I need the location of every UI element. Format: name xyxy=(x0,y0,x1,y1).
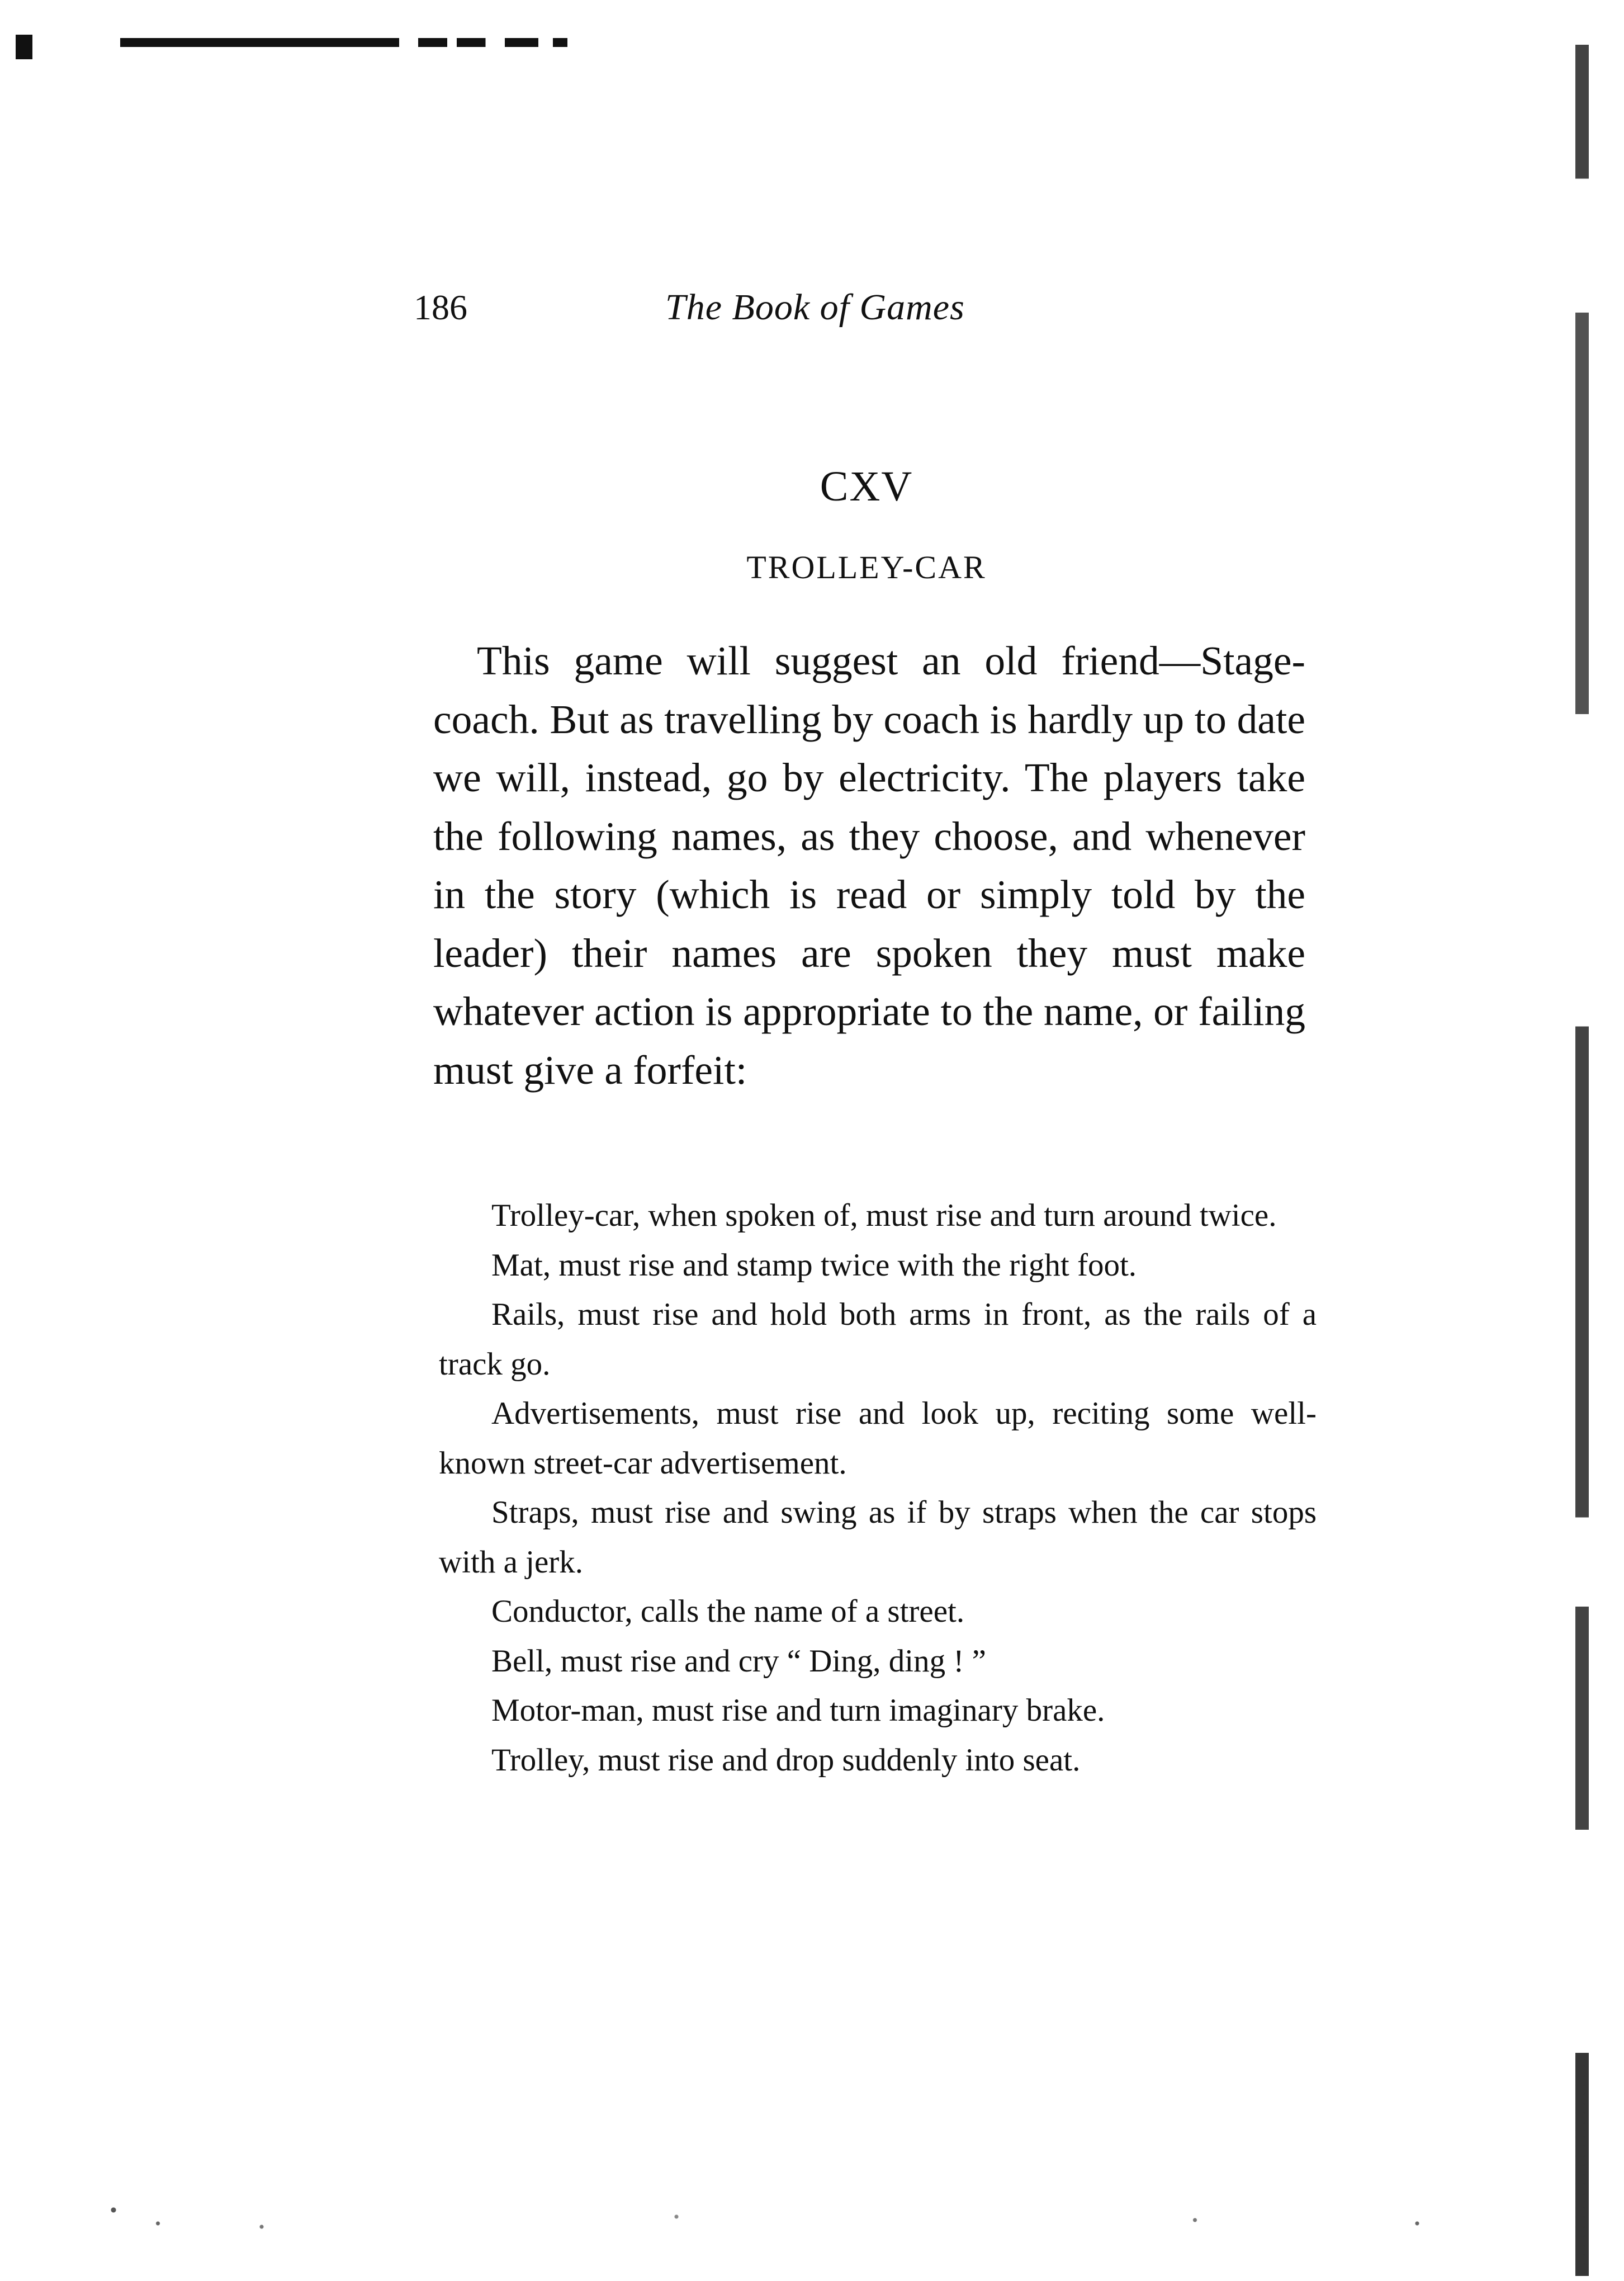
scan-artifact xyxy=(84,2170,1565,2237)
rule-item: Rails, must rise and hold both arms in front, as the rails of a track go. xyxy=(439,1297,1317,1382)
chapter-numeral: CXV xyxy=(820,463,913,510)
page-number: 186 xyxy=(414,287,467,327)
rule-item: Bell, must rise and cry “ Ding, ding ! ” xyxy=(491,1643,986,1679)
rule-item: Motor-man, must rise and turn imaginary brake. xyxy=(491,1693,1105,1728)
rule-item: Advertisements, must rise and look up, reciting some well-known street-car advertisement. xyxy=(439,1396,1317,1481)
rule-item: Trolley, must rise and drop suddenly into seat. xyxy=(491,1742,1081,1778)
page-edge-shadow xyxy=(1575,45,1589,2276)
intro-paragraph: This game will suggest an old friend—Stage-coach. But as travelling by coach is hardly up to date we will, instead, go by electricity. The players take the following names, as they choose, and whenever in the story (which is read or simply told by the leader) their names are spoken they must make whatever action is appropriate to the name, or failing must give a forfeit: xyxy=(433,638,1305,1093)
running-head xyxy=(414,282,1062,333)
book-title: The Book of Games xyxy=(665,287,965,328)
rule-item: Conductor, calls the name of a street. xyxy=(491,1594,965,1629)
chapter-title: TROLLEY-CAR xyxy=(746,549,987,585)
rule-item: Straps, must rise and swing as if by straps when the car stops with a jerk. xyxy=(439,1495,1317,1580)
rules-list xyxy=(439,1191,1317,1785)
rule-item: Mat, must rise and stamp twice with the right foot. xyxy=(491,1247,1137,1283)
scan-artifact xyxy=(120,38,601,47)
rule-item: Trolley-car, when spoken of, must rise and turn around twice. xyxy=(491,1198,1277,1233)
scan-artifact xyxy=(16,35,32,59)
